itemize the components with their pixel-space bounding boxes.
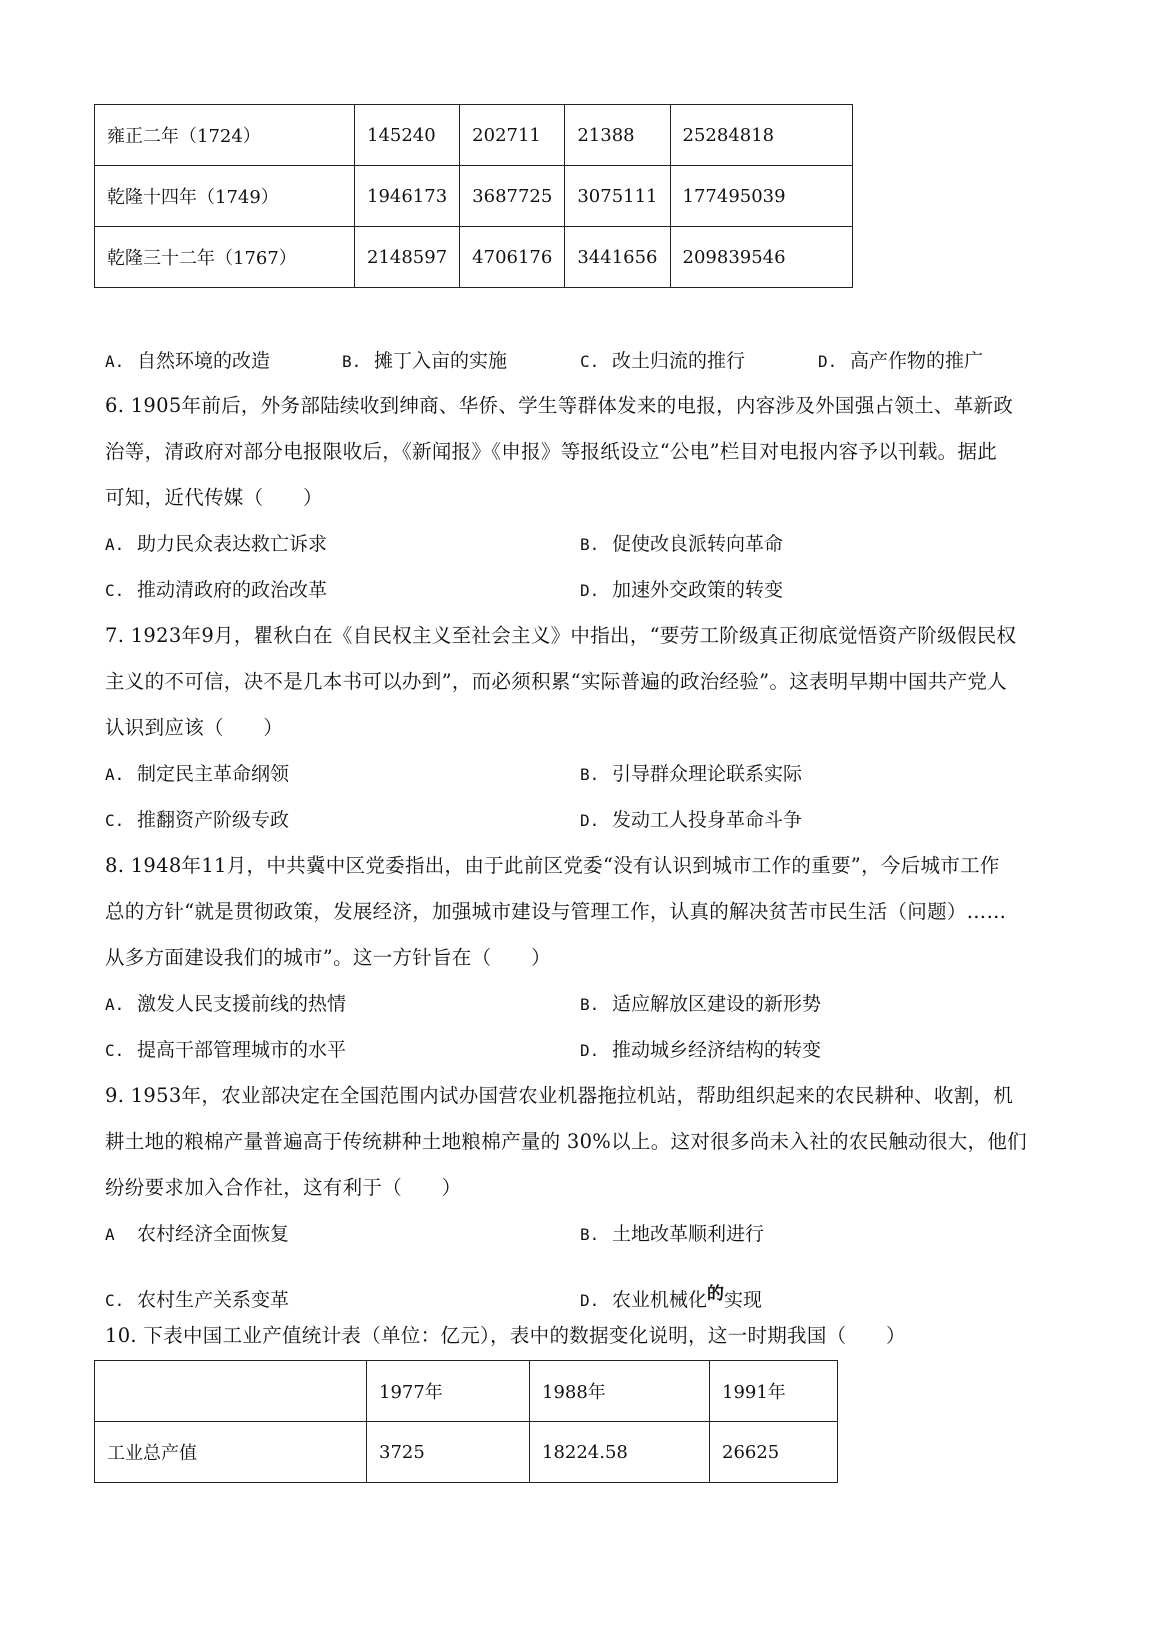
table-cell: 2148597 (355, 227, 460, 288)
table-cell: 202711 (460, 105, 565, 166)
q8-option-d[interactable]: D. 推动城乡经济结构的转变 (580, 1039, 822, 1061)
table-cell: 21388 (565, 105, 670, 166)
table-cell: 乾隆十四年（1749） (95, 166, 355, 227)
table-cell: 3687725 (460, 166, 565, 227)
table-cell: 3441656 (565, 227, 670, 288)
q7-option-a[interactable]: A. 制定民主革命纲领 (105, 763, 290, 785)
q7-stem-line: 认识到应该（ ） (105, 716, 284, 739)
table-header-cell: 1977年 (367, 1361, 530, 1422)
q5-option-d[interactable]: D. 高产作物的推广 (818, 350, 984, 372)
q10-stem-line: 10. 下表中国工业产值统计表（单位：亿元），表中的数据变化说明，这一时期我国（ ） (105, 1324, 906, 1347)
q5-option-b[interactable]: B. 摊丁入亩的实施 (342, 350, 508, 372)
table-row (95, 166, 853, 227)
table-cell: 雍正二年（1724） (95, 105, 355, 166)
industry-output-table (94, 1360, 838, 1483)
table-cell: 26625 (710, 1422, 838, 1483)
q9-option-a[interactable]: A 农村经济全面恢复 (105, 1223, 290, 1245)
q5-option-c[interactable]: C. 改土归流的推行 (580, 350, 746, 372)
table-cell: 209839546 (670, 227, 852, 288)
table-row (95, 105, 853, 166)
q6-option-d[interactable]: D. 加速外交政策的转变 (580, 579, 784, 601)
q9-option-c[interactable]: C. 农村生产关系变革 (105, 1289, 290, 1311)
table-cell: 25284818 (670, 105, 852, 166)
table-cell: 1946173 (355, 166, 460, 227)
table-cell: 乾隆三十二年（1767） (95, 227, 355, 288)
table-cell: 4706176 (460, 227, 565, 288)
table-cell: 18224.58 (530, 1422, 710, 1483)
q6-option-a[interactable]: A. 助力民众表达救亡诉求 (105, 533, 328, 555)
population-table (94, 104, 853, 288)
table-cell: 177495039 (670, 166, 852, 227)
q9-option-d[interactable]: D. 农业机械化的实现 (580, 1284, 763, 1311)
q7-option-b[interactable]: B. 引导群众理论联系实际 (580, 763, 803, 785)
table-cell: 3075111 (565, 166, 670, 227)
table-cell: 145240 (355, 105, 460, 166)
table-row (95, 227, 853, 288)
table-row (95, 1422, 838, 1483)
q6-option-b[interactable]: B. 促使改良派转向革命 (580, 533, 784, 555)
q5-option-a[interactable]: A. 自然环境的改造 (105, 350, 271, 372)
q6-option-c[interactable]: C. 推动清政府的政治改革 (105, 579, 328, 601)
q9-option-b[interactable]: B. 土地改革顺利进行 (580, 1223, 765, 1245)
q9-stem-line: 耕土地的粮棉产量普遍高于传统耕种土地粮棉产量的 30%以上。这对很多尚未入社的农民触动很大，他们 (105, 1130, 1027, 1153)
q8-stem-line: 总的方针“就是贯彻政策，发展经济，加强城市建设与管理工作，认真的解决贫苦市民生活（问题）…… (105, 900, 1007, 923)
q9-stem-line: 纷纷要求加入合作社，这有利于（ ） (105, 1176, 462, 1199)
table-header-cell: 1988年 (530, 1361, 710, 1422)
q8-stem-line: 从多方面建设我们的城市”。这一方针旨在（ ） (105, 946, 551, 969)
q8-option-b[interactable]: B. 适应解放区建设的新形势 (580, 993, 822, 1015)
q9-stem-line: 9. 1953年，农业部决定在全国范围内试办国营农业机器拖拉机站，帮助组织起来的农民耕种、收割，机 (105, 1084, 1014, 1107)
q8-stem-line: 8. 1948年11月，中共冀中区党委指出，由于此前区党委“没有认识到城市工作的重要”，今后城市工作 (105, 854, 1000, 877)
table-header-cell: 1991年 (710, 1361, 838, 1422)
table-cell: 工业总产值 (95, 1422, 367, 1483)
table-header-cell (95, 1361, 367, 1422)
q7-option-d[interactable]: D. 发动工人投身革命斗争 (580, 809, 803, 831)
q6-stem-line: 治等，清政府对部分电报限收后，《新闻报》《申报》等报纸设立“公电”栏目对电报内容予以刊载。据此 (105, 440, 998, 463)
q7-option-c[interactable]: C. 推翻资产阶级专政 (105, 809, 290, 831)
q7-stem-line: 7. 1923年9月，瞿秋白在《自民权主义至社会主义》中指出，“要劳工阶级真正彻底觉悟资产阶级假民权 (105, 624, 1017, 647)
q6-stem-line: 6. 1905年前后，外务部陆续收到绅商、华侨、学生等群体发来的电报，内容涉及外国强占领土、革新政 (105, 394, 1014, 417)
q8-option-c[interactable]: C. 提高干部管理城市的水平 (105, 1039, 347, 1061)
q7-stem-line: 主义的不可信，决不是几本书可以办到”，而必须积累“实际普遍的政治经验”。这表明早期中国共产党人 (105, 670, 1008, 693)
q6-stem-line: 可知，近代传媒（ ） (105, 486, 323, 509)
table-header-row (95, 1361, 838, 1422)
table-cell: 3725 (367, 1422, 530, 1483)
q8-option-a[interactable]: A. 激发人民支援前线的热情 (105, 993, 347, 1015)
